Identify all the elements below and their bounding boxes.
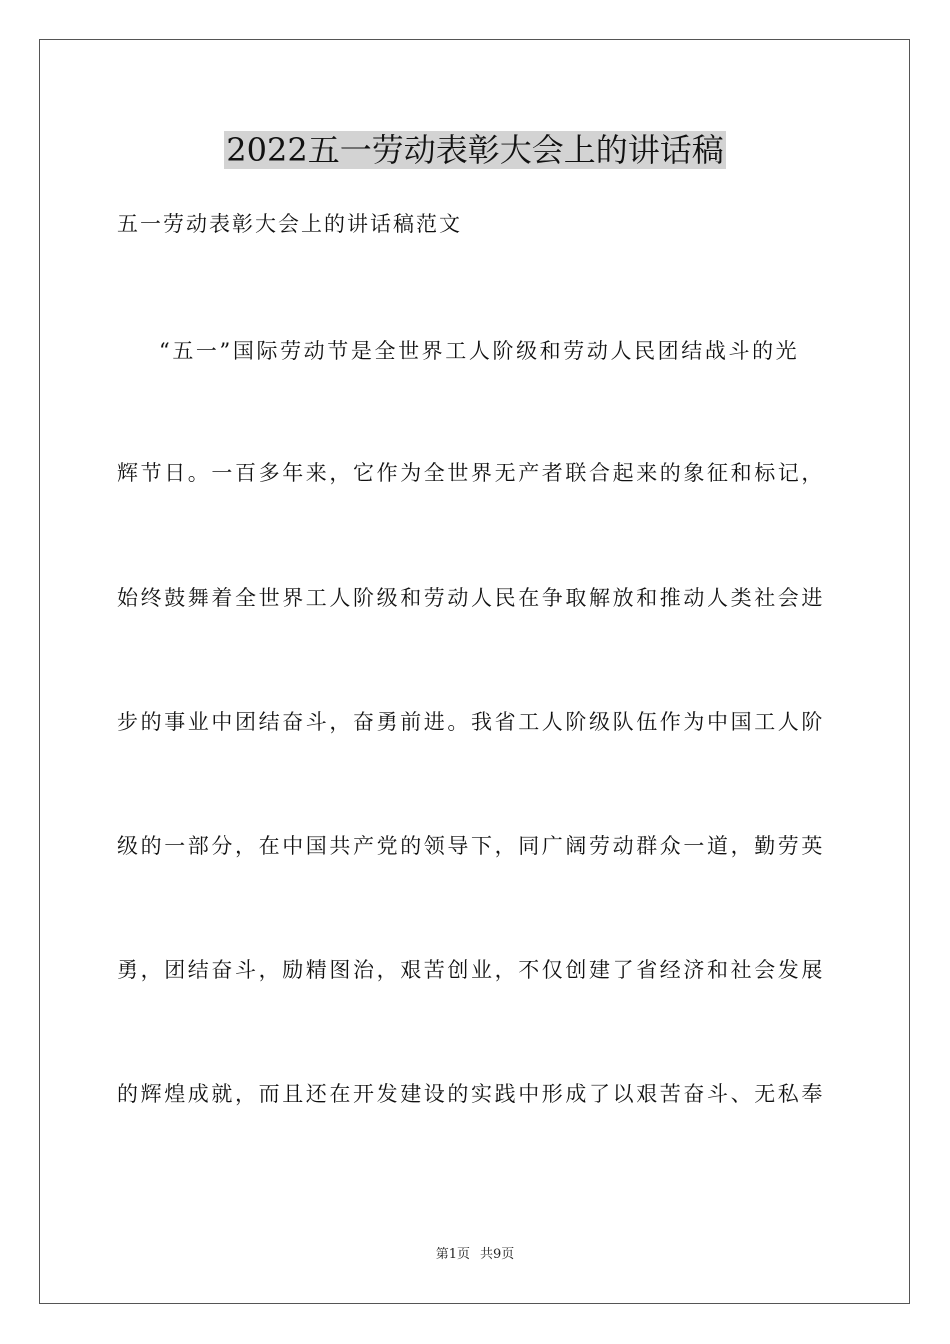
page-number-current: 第1页 [435, 1247, 470, 1262]
document-subtitle: 五一劳动表彰大会上的讲话稿范文 [117, 212, 462, 236]
body-line-6: 勇，团结奋斗，励精图治，艰苦创业，不仅创建了省经济和社会发展 [117, 958, 825, 982]
body-line-4: 步的事业中团结奋斗，奋勇前进。我省工人阶级队伍作为中国工人阶 [117, 710, 825, 734]
body-line-5: 级的一部分，在中国共产党的领导下，同广阔劳动群众一道，勤劳英 [117, 834, 825, 858]
body-line-3: 始终鼓舞着全世界工人阶级和劳动人民在争取解放和推动人类社会进 [117, 586, 825, 610]
body-line-7: 的辉煌成就，而且还在开发建设的实践中形成了以艰苦奋斗、无私奉 [117, 1082, 825, 1106]
document-title-text: 2022五一劳动表彰大会上的讲话稿 [226, 131, 724, 169]
document-title [0, 126, 950, 174]
page-footer [0, 1246, 950, 1264]
body-line-2: 辉节日。一百多年来，它作为全世界无产者联合起来的象征和标记， [117, 461, 825, 485]
page-number-total: 共9页 [480, 1247, 515, 1262]
body-line-1: “五一”国际劳动节是全世界工人阶级和劳动人民团结战斗的光 [159, 339, 800, 363]
